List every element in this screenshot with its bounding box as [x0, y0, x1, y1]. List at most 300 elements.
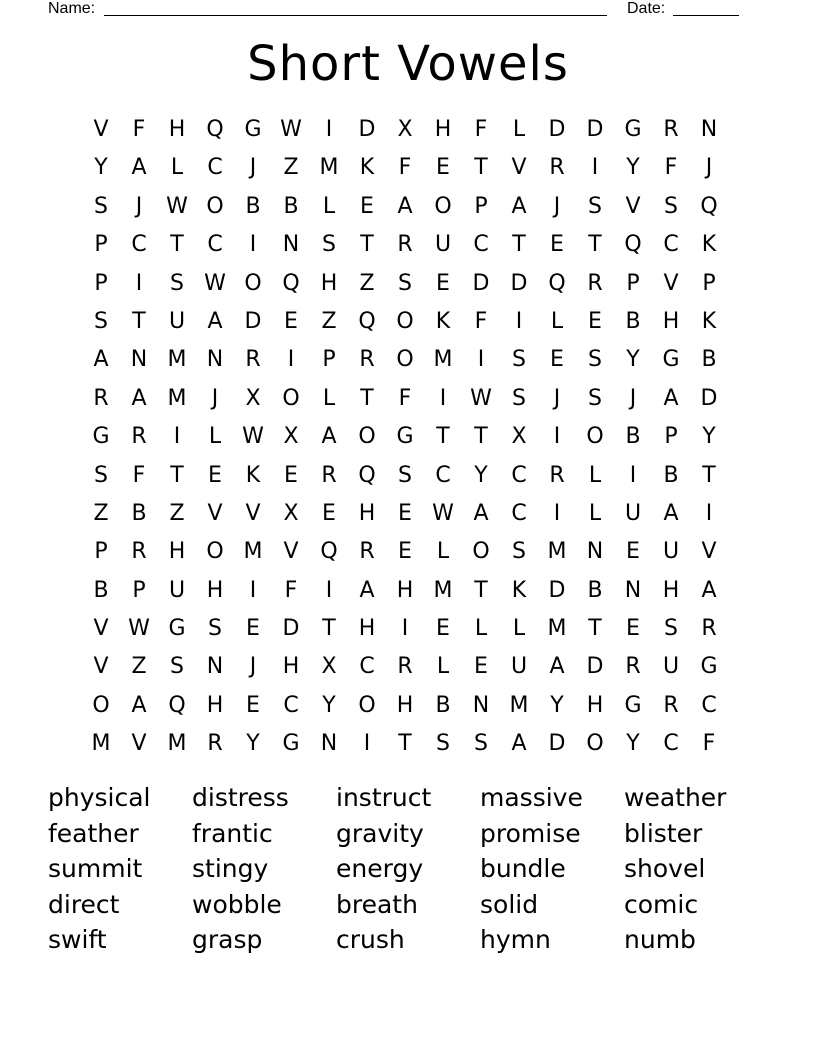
- grid-letter: E: [246, 692, 260, 718]
- grid-letter: U: [168, 577, 186, 603]
- grid-letter: S: [512, 539, 526, 565]
- grid-letter: O: [206, 193, 224, 219]
- grid-letter: A: [397, 193, 413, 219]
- grid-letter: V: [663, 270, 679, 296]
- grid-letter: S: [208, 616, 222, 642]
- word-bank-item: feather: [48, 818, 139, 848]
- grid-letter: G: [168, 616, 186, 642]
- grid-letter: U: [434, 232, 452, 258]
- grid-letter: P: [702, 270, 716, 296]
- grid-letter: F: [132, 462, 146, 488]
- grid-letter: S: [436, 731, 450, 757]
- grid-letter: O: [472, 539, 490, 565]
- grid-letter: R: [131, 424, 147, 450]
- word-bank-column: [336, 780, 480, 958]
- grid-letter: R: [359, 539, 375, 565]
- word-bank: [48, 780, 768, 958]
- grid-letter: R: [397, 654, 413, 680]
- grid-letter: J: [249, 155, 257, 181]
- grid-letter: I: [287, 347, 295, 373]
- grid-letter: E: [398, 500, 412, 526]
- grid-letter: H: [206, 577, 224, 603]
- grid-letter: R: [207, 731, 223, 757]
- grid-letter: G: [244, 117, 262, 142]
- grid-letter: D: [358, 117, 376, 142]
- grid-letter: E: [550, 232, 564, 258]
- grid-letter: S: [474, 731, 488, 757]
- word-bank-item: energy: [336, 854, 424, 883]
- grid-letter: A: [93, 347, 109, 373]
- grid-row: [82, 418, 728, 456]
- grid-letter: B: [625, 308, 641, 334]
- grid-letter: N: [472, 692, 490, 718]
- grid-letter: D: [548, 577, 566, 603]
- grid-letter: R: [663, 117, 679, 142]
- grid-letter: K: [359, 155, 375, 181]
- grid-letter: H: [320, 270, 338, 296]
- grid-letter: I: [553, 424, 561, 450]
- word-bank-item: solid: [480, 889, 539, 919]
- grid-row: [82, 610, 728, 648]
- grid-letter: I: [591, 155, 599, 181]
- grid-letter: H: [168, 117, 186, 142]
- grid-letter: S: [664, 616, 678, 642]
- grid-letter: H: [662, 308, 680, 334]
- grid-letter: Y: [474, 462, 488, 488]
- grid-letter: Z: [359, 270, 375, 296]
- page-title: Short Vowels: [247, 36, 569, 92]
- grid-letter: L: [474, 616, 488, 642]
- grid-letter: Y: [626, 155, 640, 181]
- grid-letter: U: [662, 654, 680, 680]
- grid-letter: X: [397, 117, 413, 142]
- grid-letter: D: [586, 117, 604, 142]
- grid-letter: C: [663, 731, 679, 757]
- grid-letter: H: [662, 577, 680, 603]
- grid-letter: R: [359, 347, 375, 373]
- grid-letter: A: [663, 385, 679, 411]
- word-bank-column: [624, 780, 768, 958]
- grid-letter: I: [705, 500, 713, 526]
- grid-letter: R: [701, 616, 717, 642]
- grid-letter: X: [321, 654, 337, 680]
- grid-row: [82, 380, 728, 418]
- grid-letter: G: [662, 347, 680, 373]
- grid-letter: U: [510, 654, 528, 680]
- grid-letter: M: [167, 347, 187, 373]
- grid-letter: N: [282, 232, 300, 258]
- grid-letter: V: [283, 539, 299, 565]
- word-bank-item: instruct: [336, 783, 432, 812]
- grid-letter: E: [550, 347, 564, 373]
- grid-letter: P: [132, 577, 146, 603]
- grid-letter: G: [92, 424, 110, 450]
- grid-letter: X: [511, 424, 527, 450]
- grid-letter: D: [700, 385, 718, 411]
- grid-letter: E: [436, 616, 450, 642]
- grid-letter: N: [700, 117, 718, 142]
- grid-letter: J: [249, 654, 257, 680]
- grid-letter: A: [131, 155, 147, 181]
- grid-letter: S: [398, 462, 412, 488]
- grid-letter: F: [664, 155, 678, 181]
- grid-letter: O: [358, 424, 376, 450]
- grid-letter: H: [358, 500, 376, 526]
- grid-letter: S: [588, 193, 602, 219]
- grid-letter: S: [398, 270, 412, 296]
- word-bank-item: gravity: [336, 818, 424, 848]
- grid-letter: C: [663, 232, 679, 258]
- word-bank-item: bundle: [480, 854, 566, 883]
- grid-letter: E: [398, 539, 412, 565]
- word-bank-item: massive: [480, 783, 583, 812]
- grid-letter: U: [168, 308, 186, 334]
- grid-letter: A: [511, 731, 527, 757]
- grid-letter: A: [473, 500, 489, 526]
- grid-letter: A: [549, 654, 565, 680]
- grid-letter: Q: [358, 462, 376, 488]
- grid-letter: O: [434, 193, 452, 219]
- grid-letter: B: [283, 193, 299, 219]
- grid-letter: E: [284, 308, 298, 334]
- grid-letter: N: [624, 577, 642, 603]
- grid-letter: R: [663, 692, 679, 718]
- grid-letter: X: [283, 500, 299, 526]
- grid-letter: E: [626, 616, 640, 642]
- grid-letter: O: [206, 539, 224, 565]
- grid-letter: F: [284, 577, 298, 603]
- grid-letter: M: [547, 539, 567, 565]
- grid-letter: N: [206, 347, 224, 373]
- grid-letter: M: [167, 385, 187, 411]
- grid-letter: V: [207, 500, 223, 526]
- grid-letter: V: [93, 616, 109, 642]
- grid-letter: V: [245, 500, 261, 526]
- grid-letter: D: [548, 117, 566, 142]
- grid-letter: B: [435, 692, 451, 718]
- grid-letter: G: [624, 117, 642, 142]
- grid-letter: O: [396, 308, 414, 334]
- grid-letter: R: [587, 270, 603, 296]
- grid-letter: C: [701, 692, 717, 718]
- grid-letter: O: [396, 347, 414, 373]
- grid-letter: S: [512, 347, 526, 373]
- grid-letter: P: [94, 270, 108, 296]
- grid-letter: L: [436, 654, 450, 680]
- grid-letter: L: [170, 155, 184, 181]
- word-bank-column: [192, 780, 336, 958]
- word-bank-item: hymn: [480, 925, 551, 954]
- date-label: Date:: [627, 0, 666, 17]
- grid-letter: V: [93, 654, 109, 680]
- grid-letter: H: [206, 692, 224, 718]
- grid-letter: S: [94, 308, 108, 334]
- grid-letter: Y: [94, 155, 108, 181]
- grid-letter: A: [359, 577, 375, 603]
- grid-letter: S: [322, 232, 336, 258]
- grid-letter: D: [548, 731, 566, 757]
- word-bank-item: promise: [480, 818, 581, 848]
- grid-letter: A: [131, 385, 147, 411]
- grid-letter: A: [663, 500, 679, 526]
- grid-letter: Q: [358, 308, 376, 334]
- grid-letter: A: [511, 193, 527, 219]
- grid-letter: S: [170, 654, 184, 680]
- grid-letter: Q: [624, 232, 642, 258]
- grid-letter: P: [664, 424, 678, 450]
- grid-letter: M: [433, 577, 453, 603]
- grid-letter: B: [131, 500, 147, 526]
- grid-letter: S: [588, 347, 602, 373]
- word-bank-item: frantic: [192, 818, 273, 848]
- date-blank-line: [673, 15, 739, 16]
- grid-row: [82, 687, 728, 725]
- grid-row: [82, 226, 728, 264]
- grid-letter: B: [587, 577, 603, 603]
- grid-letter: Z: [321, 308, 337, 334]
- grid-letter: P: [94, 539, 108, 565]
- grid-letter: T: [322, 616, 336, 642]
- grid-letter: I: [515, 308, 523, 334]
- grid-row: [82, 265, 728, 303]
- grid-letter: E: [246, 616, 260, 642]
- grid-letter: L: [322, 193, 336, 219]
- grid-letter: W: [470, 385, 492, 411]
- grid-letter: W: [166, 193, 188, 219]
- grid-letter: W: [128, 616, 150, 642]
- word-bank-item: crush: [336, 925, 405, 954]
- grid-letter: L: [436, 539, 450, 565]
- grid-letter: E: [208, 462, 222, 488]
- grid-letter: E: [360, 193, 374, 219]
- grid-letter: H: [396, 577, 414, 603]
- grid-letter: Y: [322, 692, 336, 718]
- grid-row: [82, 648, 728, 686]
- grid-letter: R: [93, 385, 109, 411]
- word-search-grid: [82, 111, 728, 764]
- grid-letter: L: [588, 462, 602, 488]
- grid-letter: T: [170, 232, 184, 258]
- grid-letter: H: [434, 117, 452, 142]
- grid-letter: V: [511, 155, 527, 181]
- grid-row: [82, 572, 728, 610]
- grid-letter: H: [358, 616, 376, 642]
- grid-letter: E: [436, 155, 450, 181]
- grid-letter: J: [629, 385, 637, 411]
- grid-letter: Q: [700, 193, 718, 219]
- grid-letter: W: [280, 117, 302, 142]
- grid-letter: T: [474, 424, 488, 450]
- grid-letter: S: [588, 385, 602, 411]
- grid-letter: R: [321, 462, 337, 488]
- word-bank-item: shovel: [624, 854, 706, 883]
- grid-letter: L: [322, 385, 336, 411]
- word-bank-item: summit: [48, 854, 143, 883]
- grid-letter: R: [245, 347, 261, 373]
- grid-letter: X: [283, 424, 299, 450]
- grid-letter: L: [588, 500, 602, 526]
- grid-letter: O: [586, 731, 604, 757]
- grid-letter: S: [170, 270, 184, 296]
- grid-letter: O: [92, 692, 110, 718]
- word-bank-column: [48, 780, 192, 958]
- grid-letter: T: [398, 731, 412, 757]
- grid-letter: J: [553, 193, 561, 219]
- grid-row: [82, 457, 728, 495]
- grid-letter: I: [363, 731, 371, 757]
- grid-letter: I: [249, 232, 257, 258]
- header: [48, 0, 748, 20]
- grid-letter: P: [94, 232, 108, 258]
- grid-letter: R: [549, 155, 565, 181]
- grid-letter: Z: [283, 155, 299, 181]
- grid-letter: T: [512, 232, 526, 258]
- grid-letter: G: [282, 731, 300, 757]
- grid-letter: I: [325, 117, 333, 142]
- grid-letter: V: [93, 117, 109, 142]
- grid-letter: Q: [168, 692, 186, 718]
- word-bank-item: wobble: [192, 889, 282, 919]
- grid-letter: C: [511, 462, 527, 488]
- grid-row: [82, 495, 728, 533]
- grid-letter: E: [588, 308, 602, 334]
- word-bank-item: distress: [192, 783, 289, 812]
- grid-letter: T: [474, 577, 488, 603]
- word-bank-item: direct: [48, 889, 120, 919]
- grid-letter: O: [282, 385, 300, 411]
- grid-letter: R: [397, 232, 413, 258]
- grid-letter: A: [207, 308, 223, 334]
- grid-letter: U: [624, 500, 642, 526]
- grid-letter: V: [625, 193, 641, 219]
- grid-letter: R: [131, 539, 147, 565]
- grid-letter: N: [586, 539, 604, 565]
- grid-letter: Q: [282, 270, 300, 296]
- grid-letter: H: [586, 692, 604, 718]
- grid-letter: K: [701, 308, 717, 334]
- grid-letter: S: [664, 193, 678, 219]
- grid-letter: C: [435, 462, 451, 488]
- grid-letter: T: [588, 232, 602, 258]
- grid-letter: Q: [548, 270, 566, 296]
- grid-letter: Y: [246, 731, 260, 757]
- grid-letter: O: [358, 692, 376, 718]
- grid-letter: D: [510, 270, 528, 296]
- grid-letter: M: [167, 731, 187, 757]
- grid-letter: I: [135, 270, 143, 296]
- grid-row: [82, 188, 728, 226]
- grid-letter: F: [398, 155, 412, 181]
- grid-letter: A: [131, 692, 147, 718]
- grid-letter: I: [325, 577, 333, 603]
- grid-letter: M: [243, 539, 263, 565]
- grid-row: [82, 303, 728, 341]
- word-bank-item: swift: [48, 925, 107, 954]
- word-bank-item: numb: [624, 925, 696, 954]
- grid-letter: T: [132, 308, 146, 334]
- grid-letter: M: [91, 731, 111, 757]
- grid-letter: K: [701, 232, 717, 258]
- grid-letter: I: [629, 462, 637, 488]
- grid-letter: M: [433, 347, 453, 373]
- grid-letter: T: [436, 424, 450, 450]
- grid-letter: T: [702, 462, 716, 488]
- grid-letter: E: [284, 462, 298, 488]
- grid-letter: T: [360, 232, 374, 258]
- grid-letter: B: [625, 424, 641, 450]
- grid-letter: I: [401, 616, 409, 642]
- grid-letter: C: [207, 155, 223, 181]
- grid-letter: F: [398, 385, 412, 411]
- grid-letter: C: [131, 232, 147, 258]
- name-blank-line: [104, 15, 607, 16]
- grid-letter: Y: [550, 692, 564, 718]
- word-bank-item: breath: [336, 889, 418, 919]
- grid-letter: E: [474, 654, 488, 680]
- grid-letter: I: [553, 500, 561, 526]
- grid-letter: F: [702, 731, 716, 757]
- grid-letter: Y: [626, 731, 640, 757]
- grid-letter: T: [360, 385, 374, 411]
- grid-letter: B: [701, 347, 717, 373]
- word-bank-item: grasp: [192, 925, 263, 954]
- grid-letter: F: [474, 117, 488, 142]
- grid-letter: M: [509, 692, 529, 718]
- grid-letter: I: [439, 385, 447, 411]
- grid-letter: X: [245, 385, 261, 411]
- grid-letter: Y: [626, 347, 640, 373]
- grid-letter: O: [244, 270, 262, 296]
- grid-letter: R: [549, 462, 565, 488]
- grid-letter: S: [94, 193, 108, 219]
- grid-letter: D: [244, 308, 262, 334]
- grid-letter: C: [207, 232, 223, 258]
- grid-row: [82, 111, 728, 149]
- grid-letter: E: [322, 500, 336, 526]
- grid-letter: P: [626, 270, 640, 296]
- grid-letter: V: [701, 539, 717, 565]
- grid-letter: E: [626, 539, 640, 565]
- grid-letter: D: [472, 270, 490, 296]
- grid-letter: H: [396, 692, 414, 718]
- grid-letter: S: [94, 462, 108, 488]
- grid-letter: I: [477, 347, 485, 373]
- grid-letter: K: [511, 577, 527, 603]
- grid-letter: J: [135, 193, 143, 219]
- grid-letter: K: [435, 308, 451, 334]
- grid-letter: N: [206, 654, 224, 680]
- word-bank-item: stingy: [192, 854, 269, 883]
- grid-row: [82, 341, 728, 379]
- grid-letter: R: [625, 654, 641, 680]
- grid-letter: L: [208, 424, 222, 450]
- grid-letter: H: [168, 539, 186, 565]
- name-label: Name:: [48, 0, 96, 17]
- grid-letter: G: [396, 424, 414, 450]
- grid-letter: A: [321, 424, 337, 450]
- grid-letter: D: [586, 654, 604, 680]
- grid-letter: I: [249, 577, 257, 603]
- grid-letter: H: [282, 654, 300, 680]
- word-bank-item: blister: [624, 818, 703, 848]
- grid-letter: N: [320, 731, 338, 757]
- grid-letter: W: [204, 270, 226, 296]
- grid-letter: Z: [169, 500, 185, 526]
- word-bank-item: physical: [48, 783, 151, 812]
- grid-letter: L: [512, 117, 526, 142]
- grid-letter: B: [663, 462, 679, 488]
- grid-letter: O: [586, 424, 604, 450]
